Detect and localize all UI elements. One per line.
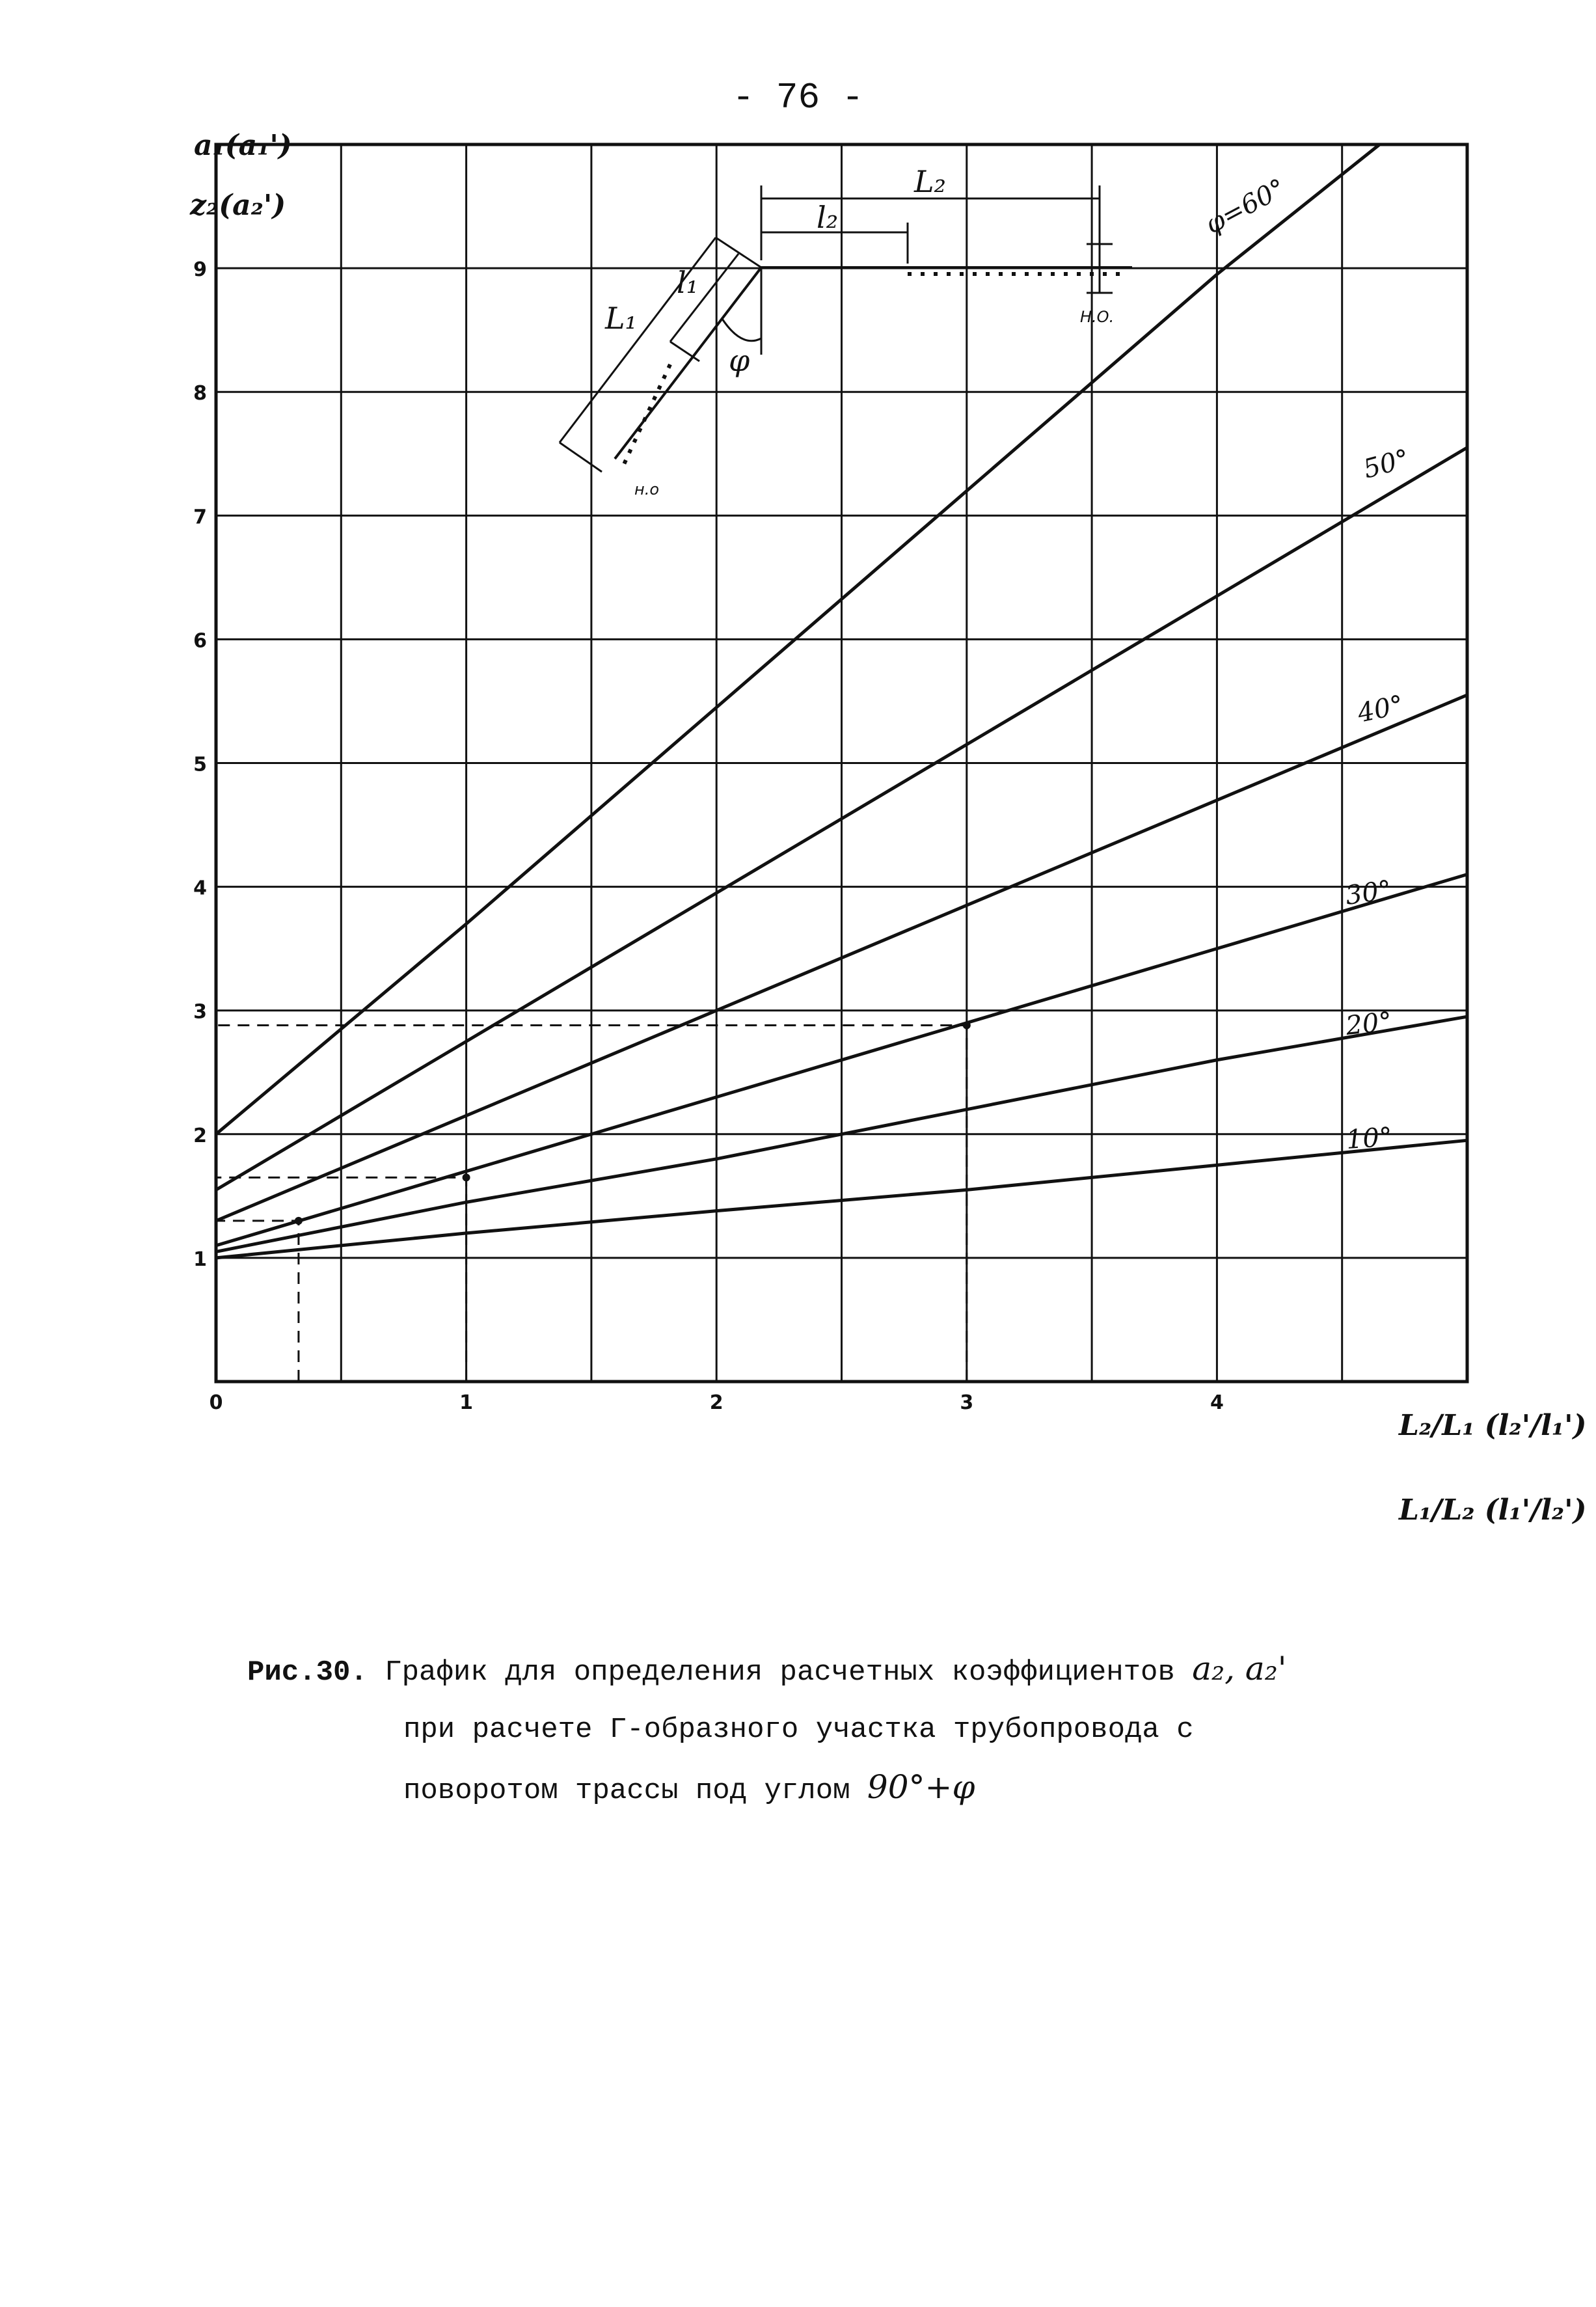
caption-line-3: поворотом трассы под углом (403, 1775, 850, 1807)
series-label: 40° (1355, 690, 1407, 729)
diagram-support-right: Н.О. (1080, 308, 1115, 326)
series-label: 20° (1344, 1006, 1394, 1041)
page-number: - 76 - (732, 77, 864, 118)
x-tick-label: 0 (209, 1391, 223, 1414)
diagram-label-L2: L₂ (914, 164, 946, 199)
y-tick-label: 3 (193, 1000, 207, 1024)
series-label: 30° (1343, 875, 1394, 911)
x-tick-label: 1 (459, 1391, 474, 1414)
caption-angle: 90°+φ (867, 1768, 975, 1806)
dimension-L1-tick-top (716, 238, 761, 267)
series-label: 10° (1345, 1122, 1394, 1155)
tick-labels (193, 258, 1224, 1414)
angle-arc (722, 319, 761, 341)
y-tick-label: 8 (193, 382, 207, 405)
figure-caption (247, 1640, 1418, 1820)
reference-point (463, 1173, 470, 1181)
series-label: φ=60° (1200, 173, 1291, 240)
y-tick-label: 5 (193, 753, 207, 776)
series-label: 50° (1360, 443, 1413, 485)
diagram-label-L1: L₁ (605, 301, 637, 336)
x-tick-label: 4 (1210, 1391, 1224, 1414)
grid (216, 144, 1467, 1382)
y-axis-label-line-2: z₂(a₂') (190, 189, 286, 222)
pipeline-diagram (560, 185, 1132, 472)
diagram-support-left: н.о (634, 480, 660, 498)
diagram-label-l2: l₂ (817, 200, 839, 235)
y-tick-label: 2 (193, 1124, 207, 1147)
x-tick-label: 3 (960, 1391, 974, 1414)
y-axis-label-line-1: a₁(a₁') (194, 129, 292, 162)
diagram-label-l1: l₁ (677, 265, 699, 300)
diagram-label-phi: φ (729, 343, 750, 378)
caption-symbols: a₂, a₂' (1192, 1650, 1287, 1687)
y-tick-label: 6 (193, 629, 207, 653)
x-tick-label: 2 (709, 1391, 724, 1414)
dimension-L1-tick-bottom (560, 443, 602, 472)
y-tick-label: 7 (193, 506, 207, 529)
y-tick-label: 4 (193, 877, 207, 900)
y-tick-label: 1 (193, 1248, 207, 1271)
dimension-l1-tick (670, 342, 699, 361)
y-tick-label: 9 (193, 258, 207, 282)
x-axis-label-line-2: L₁/L₂ (l₁'/l₂') (1399, 1494, 1587, 1527)
caption-line-1: График для определения расчетных коэффициентов (385, 1656, 1175, 1689)
caption-lead: Рис.30. (247, 1656, 368, 1689)
series-labels (1200, 173, 1413, 1155)
x-axis-label-line-1: L₂/L₁ (l₂'/l₁') (1399, 1409, 1587, 1442)
reference-lines (216, 1022, 971, 1382)
caption-line-2: при расчете Г-образного участка трубопровода с (403, 1713, 1194, 1746)
